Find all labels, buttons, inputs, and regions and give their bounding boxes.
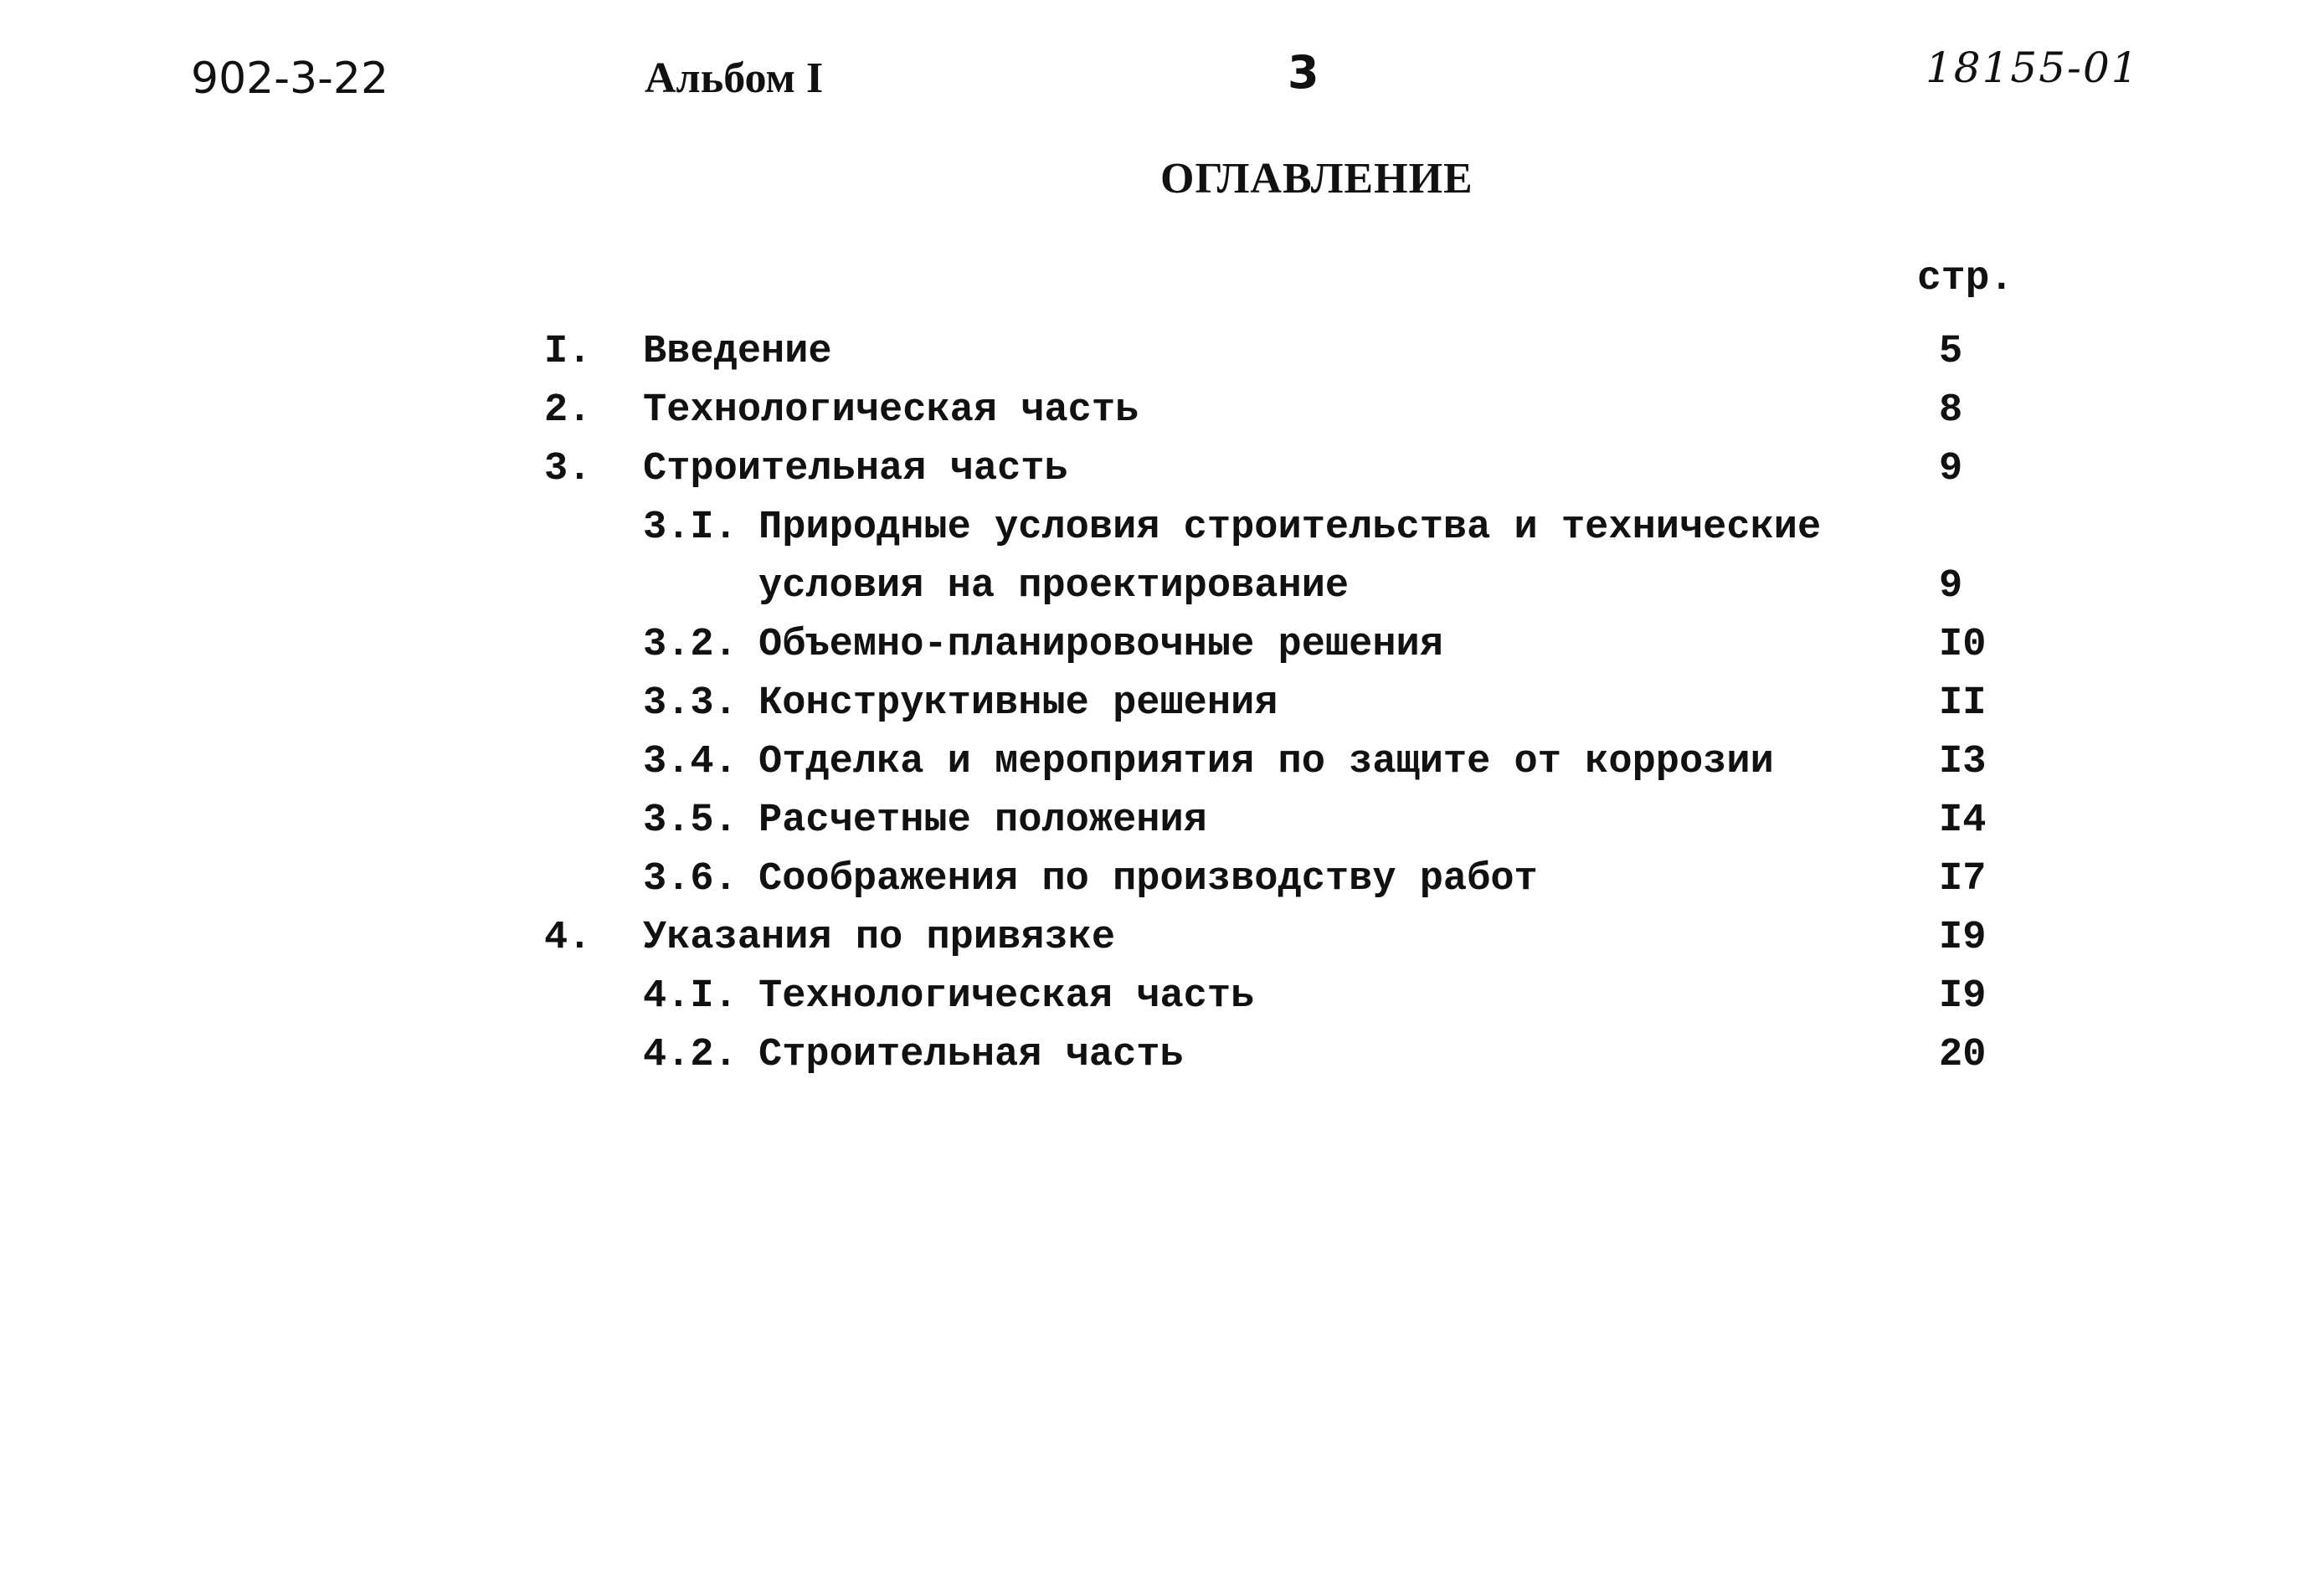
toc-entry-page: II <box>1939 681 1987 726</box>
toc-entry-page: I4 <box>1939 799 1987 843</box>
toc-entry-page: 5 <box>1939 330 1963 374</box>
toc-entry-number: 3.2. <box>643 623 738 667</box>
toc-entry-number: 4.2. <box>643 1033 738 1077</box>
toc-entry-page: I0 <box>1939 623 1987 667</box>
toc-entry-number: 3.5. <box>643 799 738 843</box>
page-column-label: стр. <box>1917 256 2014 301</box>
toc-entry-number: 2. <box>544 388 592 433</box>
toc-entry-page: 20 <box>1939 1033 1987 1077</box>
page-number: 3 <box>1288 46 1319 99</box>
toc-entry-title: Указания по привязке <box>643 916 1116 960</box>
toc-entry-page: 8 <box>1939 388 1963 433</box>
toc-entry-title: Природные условия строительства и технические <box>758 506 1822 550</box>
toc-entry <box>0 382 2324 440</box>
toc-entry-number: I. <box>544 330 592 374</box>
toc-entry <box>0 499 2324 557</box>
toc-entry-title: Строительная часть <box>643 447 1068 491</box>
album-label: Альбом I <box>645 54 824 102</box>
toc-entry-number: 3.3. <box>643 681 738 726</box>
toc-entry-page: I9 <box>1939 916 1987 960</box>
toc-entry-title: Введение <box>643 330 832 374</box>
toc-entry-number: 4. <box>544 916 592 960</box>
toc-title: ОГЛАВЛЕНИЕ <box>1160 155 1473 203</box>
toc-entry <box>0 968 2324 1026</box>
table-of-contents <box>0 323 2324 1085</box>
toc-entry-number: 3.I. <box>643 506 738 550</box>
toc-entry-title: условия на проектирование <box>758 564 1350 609</box>
toc-entry <box>0 733 2324 792</box>
document-number: 18155-01 <box>1926 44 2140 92</box>
toc-entry <box>0 1026 2324 1085</box>
toc-entry-title: Расчетные положения <box>758 799 1207 843</box>
toc-entry-title: Отделка и мероприятия по защите от коррозии <box>758 740 1774 784</box>
project-code: 902-3-22 <box>191 54 389 104</box>
toc-entry-title: Технологическая часть <box>643 388 1139 433</box>
toc-entry-number: 4.I. <box>643 974 738 1019</box>
toc-entry <box>0 675 2324 733</box>
toc-entry-number: 3. <box>544 447 592 491</box>
toc-entry-page: I3 <box>1939 740 1987 784</box>
toc-entry-number: 3.6. <box>643 857 738 901</box>
toc-entry <box>0 440 2324 499</box>
toc-entry <box>0 323 2324 382</box>
toc-entry-title: Объемно-планировочные решения <box>758 623 1443 667</box>
toc-entry-title: Конструктивные решения <box>758 681 1278 726</box>
toc-entry-title: Строительная часть <box>758 1033 1184 1077</box>
toc-entry <box>0 909 2324 968</box>
toc-entry-page: I7 <box>1939 857 1987 901</box>
toc-entry-continuation <box>0 557 2324 616</box>
toc-entry-number: 3.4. <box>643 740 738 784</box>
toc-entry-title: Технологическая часть <box>758 974 1255 1019</box>
toc-entry-page: 9 <box>1939 564 1963 609</box>
toc-entry-title: Соображения по производству работ <box>758 857 1538 901</box>
toc-entry <box>0 850 2324 909</box>
toc-entry-page: I9 <box>1939 974 1987 1019</box>
toc-entry <box>0 792 2324 850</box>
toc-entry <box>0 616 2324 675</box>
toc-entry-page: 9 <box>1939 447 1963 491</box>
